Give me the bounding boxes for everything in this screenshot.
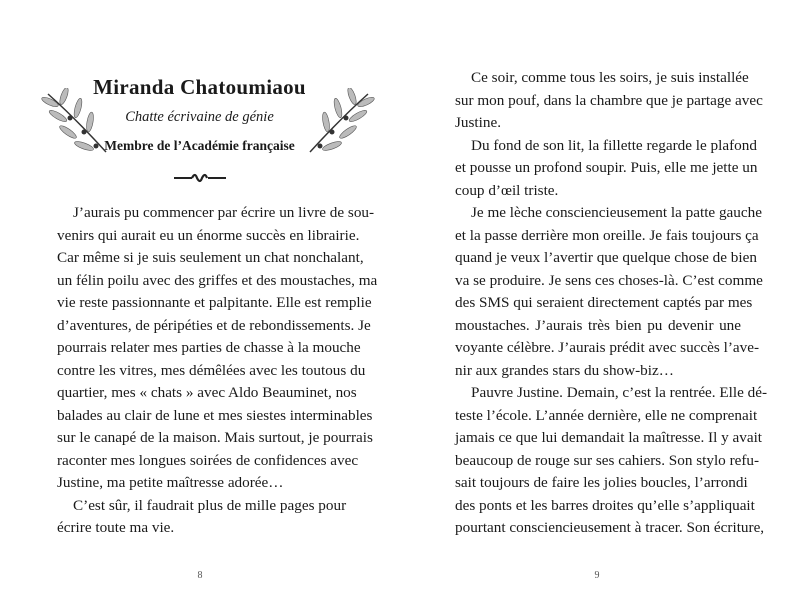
text-line: vie reste passionnante et palpitante. Elle est remplie: [57, 294, 372, 311]
text-line: pourrais relater mes parties de chasse à la mouche: [57, 339, 361, 356]
author-subtitle: Chatte écrivaine de génie: [125, 109, 274, 125]
page-number: 8: [197, 570, 203, 581]
text-line: moustaches. J’aurais très bien pu devenir une: [455, 316, 741, 334]
text-line: nir aux grandes stars du show-biz…: [455, 361, 674, 379]
text-line: quartier, mes « chats » avec Aldo Beauminet, nos: [57, 384, 357, 401]
text-line: Justine, ma petite maîtresse adorée…: [57, 474, 284, 491]
text-line: J’aurais pu commencer par écrire un livre de sou-: [73, 204, 375, 221]
text-line: raconter mes longues soirées de confidences avec: [57, 451, 359, 469]
text-line: des ponts et les barres droites qu’elle s’appliquait: [455, 496, 755, 514]
text-line: Ce soir, comme tous les soirs, je suis installée: [471, 69, 749, 86]
text-line: balades au clair de lune et mes siestes interminables: [57, 406, 373, 424]
text-line: sur mon pouf, dans la chambre que je partage avec: [455, 91, 763, 109]
text-line: d’aventures, de péripéties et de rebondissements. Je: [57, 316, 371, 334]
text-line: pourtant consciencieusement à tracer. Son écriture,: [455, 519, 765, 536]
text-line: et la passe derrière mon oreille. Je fais toujours ça: [455, 226, 759, 244]
text-line: jamais ce que lui demandait la maîtresse. Il y avait: [455, 429, 763, 446]
text-line: C’est sûr, il faudrait plus de mille pages pour: [73, 496, 347, 514]
text-line: Justine.: [455, 114, 501, 131]
page-number: 9: [594, 570, 600, 581]
text-line: quand je veux l’avertir que quelque chose de bien: [455, 249, 757, 266]
text-line: sait toujours de faire les jolies boucles, l’arrondi: [455, 474, 748, 491]
text-line: un félin poilu avec des griffes et des moustaches, ma: [57, 271, 378, 289]
text-line: Car même si je suis seulement un chat nonchalant,: [57, 249, 364, 266]
text-line: écrire toute ma vie.: [57, 519, 175, 536]
text-line: Je me lèche consciencieusement la patte gauche: [471, 204, 762, 221]
text-line: voyante célèbre. J’aurais prédit avec succès l’ave-: [455, 339, 760, 356]
right-page: [399, 0, 798, 601]
text-line: et pousse un profond soupir. Puis, elle me jette un: [455, 159, 758, 176]
right-page-body: [455, 67, 768, 540]
text-line: teste l’école. L’année dernière, elle ne comprenait: [455, 406, 758, 424]
left-page-body: [57, 202, 378, 540]
book-title: Miranda Chatoumiaou: [93, 75, 306, 99]
text-line: beaucoup de rouge sur ses cahiers. Son stylo refu-: [455, 451, 760, 469]
text-line: va se produire. Je sens ces choses-là. C’est comme: [455, 271, 763, 289]
text-line: coup d’œil triste.: [455, 181, 559, 199]
text-line: des SMS qui seraient directement captés par mes: [455, 294, 753, 311]
author-member-line: Membre de l’Académie française: [104, 138, 295, 153]
ornament-icon: [172, 171, 228, 185]
text-line: contre les vitres, mes démêlées avec les toutous du: [57, 361, 366, 379]
text-line: venirs qui aurait eu un énorme succès en librairie.: [57, 226, 360, 244]
text-line: Pauvre Justine. Demain, c’est la rentrée. Elle dé-: [471, 384, 768, 401]
text-line: sur le canapé de la maison. Mais surtout, je pourrais: [57, 429, 373, 446]
text-line: Du fond de son lit, la fillette regarde le plafond: [471, 136, 757, 154]
